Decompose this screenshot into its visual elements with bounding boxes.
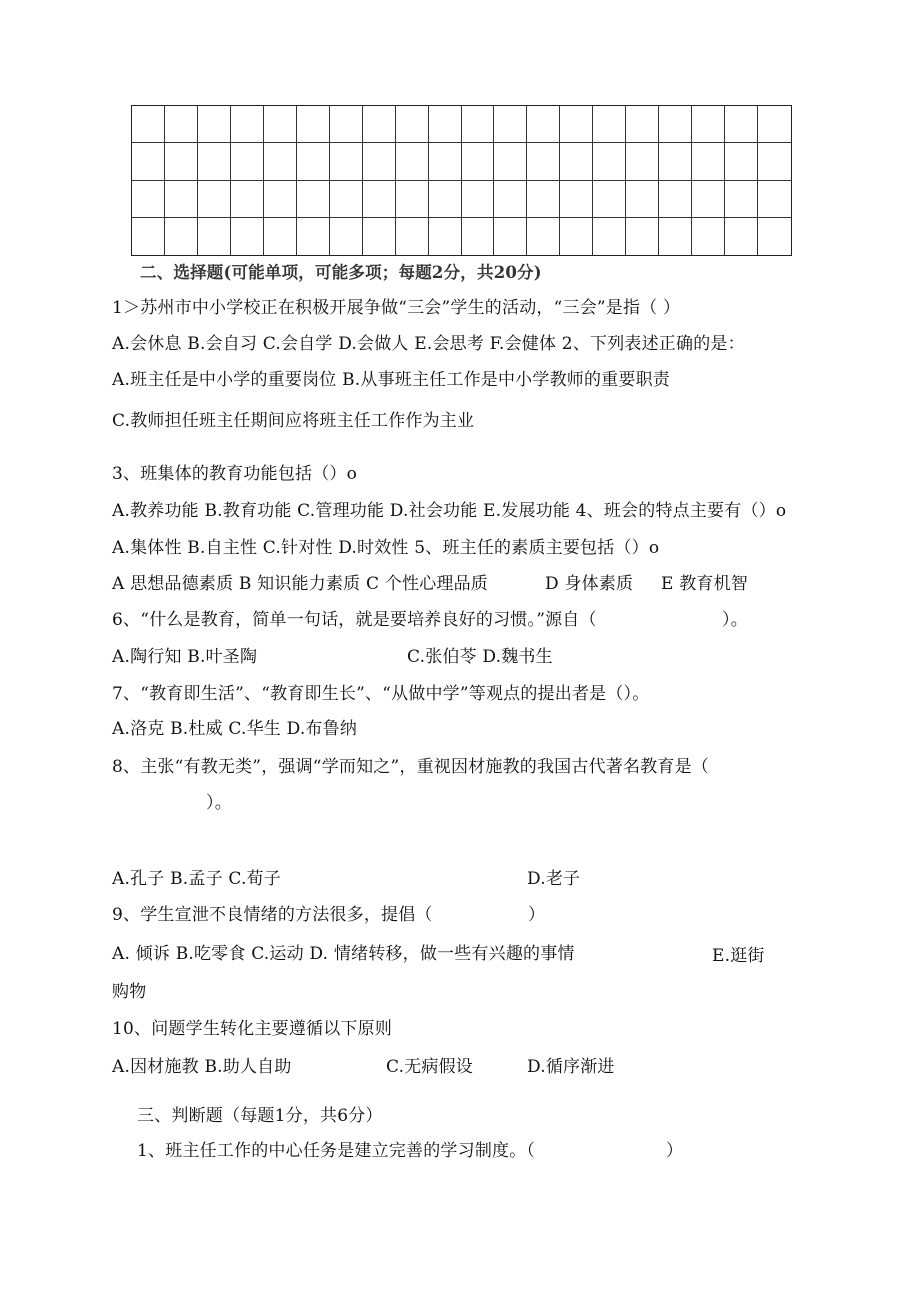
q6-stem: 6、“什么是教育，简单一句话，就是要培养良好的习惯。”源自（ [112, 610, 597, 630]
tf-q1-close: ） [666, 1141, 684, 1161]
q10-option-c: C.无病假设 [386, 1057, 474, 1077]
q3-options: A.教养功能 B.教育功能 C.管理功能 D.社会功能 E.发展功能 4、班会的特点主要有（）o [112, 501, 787, 521]
grid-cell [132, 218, 165, 255]
grid-cell [165, 181, 198, 218]
q9-option-e-cont: 购物 [112, 982, 147, 1002]
grid-cell [692, 218, 725, 255]
q7-stem: 7、“教育即生活”、“教育即生长”、“从做中学”等观点的提出者是（）。 [112, 684, 650, 704]
q10-options-ab: A.因材施教 B.助人自助 [112, 1057, 292, 1077]
q4-options: A.集体性 B.自主性 C.针对性 D.时效性 5、班主任的素质主要包括（）o [112, 538, 660, 558]
grid-cell [725, 218, 758, 255]
grid-cell [527, 181, 560, 218]
q3-stem: 3、班集体的教育功能包括（）o [112, 464, 358, 484]
grid-cell [165, 218, 198, 255]
grid-cell [692, 106, 725, 143]
grid-cell [659, 143, 692, 180]
grid-cell [330, 181, 363, 218]
q9-option-e: E.逛街 [712, 946, 765, 966]
grid-cell [132, 106, 165, 143]
grid-cell [132, 143, 165, 180]
q1-stem: 1＞苏州市中小学校正在积极开展争做“三会”学生的活动，“三会”是指（ ） [112, 298, 681, 318]
grid-cell [593, 106, 626, 143]
q10-option-d: D.循序渐进 [527, 1057, 615, 1077]
grid-cell [264, 218, 297, 255]
grid-cell [429, 143, 462, 180]
q1-options: A.会休息 B.会自习 C.会自学 D.会做人 E.会思考 F.会健体 2、下列表述正确的是： [112, 334, 745, 354]
grid-cell [692, 143, 725, 180]
grid-cell [396, 143, 429, 180]
grid-cell [429, 218, 462, 255]
grid-cell [758, 218, 791, 255]
q2-options-ab: A.班主任是中小学的重要岗位 B.从事班主任工作是中小学教师的重要职责 [112, 370, 670, 390]
grid-cell [165, 143, 198, 180]
grid-cell [231, 181, 264, 218]
grid-cell [363, 106, 396, 143]
grid-cell [462, 218, 495, 255]
q8-options-abc: A.孔子 B.孟子 C.荀子 [112, 869, 281, 889]
grid-cell [527, 218, 560, 255]
grid-cell [560, 181, 593, 218]
grid-cell [264, 181, 297, 218]
grid-cell [363, 143, 396, 180]
grid-cell [494, 106, 527, 143]
grid-cell [560, 106, 593, 143]
grid-cell [494, 143, 527, 180]
grid-cell [527, 143, 560, 180]
grid-cell [659, 218, 692, 255]
grid-cell [396, 106, 429, 143]
grid-cell [264, 143, 297, 180]
q6-close: ）。 [722, 610, 748, 630]
grid-cell [725, 181, 758, 218]
section3-heading: 三、判断题（每题1分，共6分） [137, 1106, 383, 1126]
q8-option-d: D.老子 [527, 869, 581, 889]
grid-cell [725, 106, 758, 143]
grid-cell [165, 106, 198, 143]
grid-cell [725, 143, 758, 180]
q8-stem: 8、主张“有教无类”，强调“学而知之”，重视因材施教的我国古代著名教育是（ [112, 757, 709, 777]
grid-cell [330, 143, 363, 180]
grid-cell [198, 143, 231, 180]
grid-cell [593, 218, 626, 255]
grid-cell [462, 181, 495, 218]
q2-option-c: C.教师担任班主任期间应将班主任工作作为主业 [112, 411, 475, 431]
q7-options: A.洛克 B.杜威 C.华生 D.布鲁纳 [112, 719, 358, 739]
grid-cell [198, 106, 231, 143]
grid-cell [626, 218, 659, 255]
q5-option-e: E 教育机智 [661, 574, 749, 594]
grid-cell [429, 106, 462, 143]
grid-cell [758, 181, 791, 218]
grid-cell [626, 181, 659, 218]
grid-cell [198, 218, 231, 255]
grid-cell [626, 106, 659, 143]
grid-cell [264, 106, 297, 143]
grid-cell [692, 181, 725, 218]
grid-cell [462, 106, 495, 143]
q10-stem: 10、问题学生转化主要遵循以下原则 [112, 1019, 393, 1039]
grid-cell [462, 143, 495, 180]
grid-cell [198, 181, 231, 218]
writing-grid [131, 105, 792, 256]
grid-cell [297, 106, 330, 143]
q6-options-cd: C.张伯苓 D.魏书生 [407, 647, 553, 667]
q5-options-abc: A 思想品德素质 B 知识能力素质 C 个性心理品质 [112, 574, 488, 594]
grid-cell [560, 143, 593, 180]
grid-cell [396, 218, 429, 255]
grid-cell [231, 106, 264, 143]
grid-cell [527, 106, 560, 143]
grid-cell [297, 143, 330, 180]
grid-cell [494, 181, 527, 218]
q9-close: ） [528, 905, 546, 925]
grid-cell [659, 106, 692, 143]
grid-cell [626, 143, 659, 180]
q9-stem: 9、学生宣泄不良情绪的方法很多，提倡（ [112, 905, 433, 925]
grid-cell [132, 181, 165, 218]
grid-cell [758, 143, 791, 180]
grid-cell [231, 218, 264, 255]
tf-q1-stem: 1、班主任工作的中心任务是建立完善的学习制度。（ [137, 1141, 536, 1161]
grid-cell [297, 218, 330, 255]
q8-close: ）。 [206, 793, 232, 813]
grid-cell [363, 181, 396, 218]
q6-options-ab: A.陶行知 B.叶圣陶 [112, 647, 258, 667]
grid-cell [231, 143, 264, 180]
grid-cell [429, 181, 462, 218]
grid-cell [659, 181, 692, 218]
grid-cell [560, 218, 593, 255]
section2-heading: 二、选择题(可能单项，可能多项；每题2分，共20分) [140, 263, 542, 282]
grid-cell [330, 106, 363, 143]
grid-cell [330, 218, 363, 255]
grid-cell [593, 143, 626, 180]
q5-option-d: D 身体素质 [545, 574, 634, 594]
q9-options-abcd: A. 倾诉 B.吃零食 C.运动 D. 情绪转移，做一些有兴趣的事情 [112, 944, 575, 964]
grid-cell [297, 181, 330, 218]
grid-cell [363, 218, 396, 255]
grid-cell [494, 218, 527, 255]
grid-cell [758, 106, 791, 143]
grid-cell [593, 181, 626, 218]
grid-cell [396, 181, 429, 218]
